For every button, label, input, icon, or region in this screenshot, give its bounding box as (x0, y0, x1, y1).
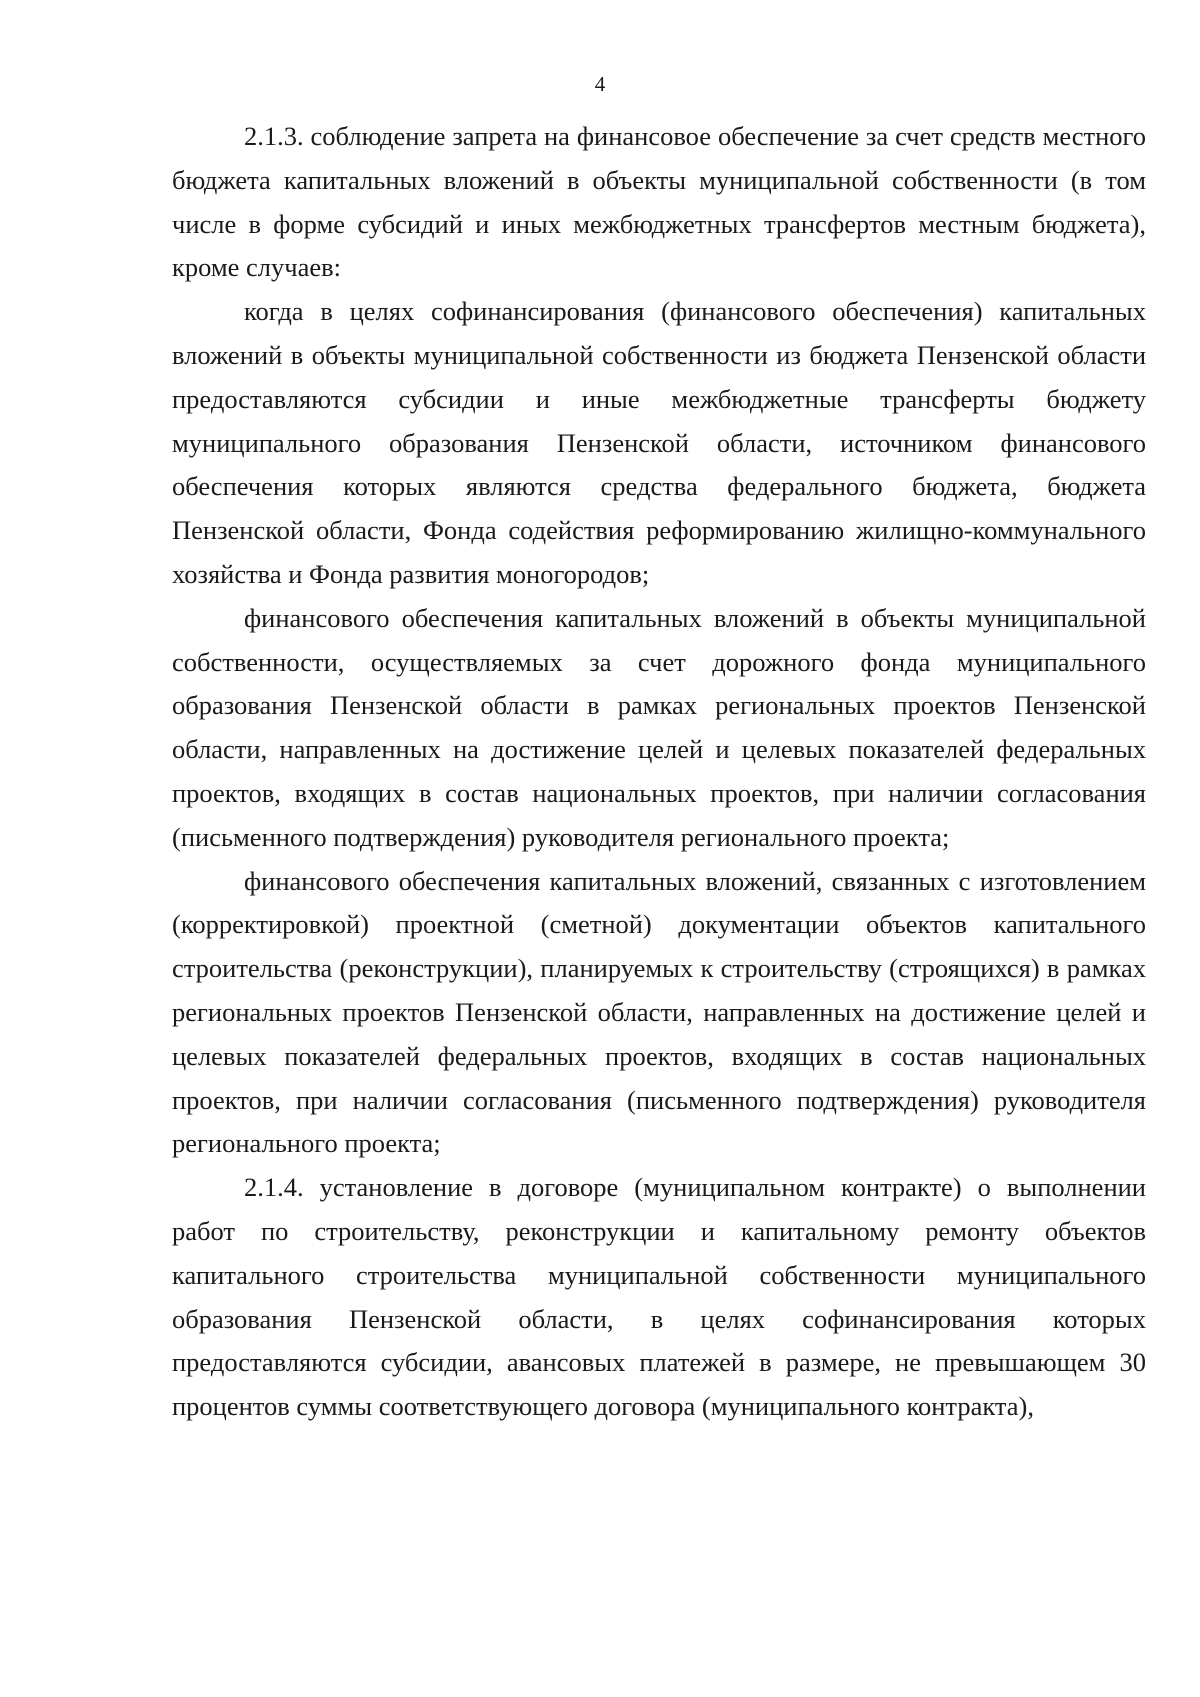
page-number: 4 (594, 72, 606, 96)
paragraph-2-1-3: 2.1.3. соблюдение запрета на финансовое обеспечение за счет средств местного бюджета капитальных вложений в объекты муниципальной собственности (в том числе в форме субсидий и иных межбюджетных трансфертов местным бюджета), кроме случаев: (172, 121, 1146, 283)
paragraph-cofinancing-case: когда в целях софинансирования (финансового обеспечения) капитальных вложений в объекты муниципальной собственности из бюджета Пензенской области предоставляются субсидии и иные межбюджетные трансферты бюджету муниципального образования Пензенской области, источником финансового обеспечения которых являются средства федерального бюджета, бюджета Пензенской области, Фонда содействия реформированию жилищно-коммунального хозяйства и Фонда развития моногородов; (172, 296, 1146, 589)
document-body (172, 115, 1146, 1429)
paragraph-design-documentation-case: финансового обеспечения капитальных вложений, связанных с изготовлением (корректировкой) проектной (сметной) документации объектов капитального строительства (реконструкции), планируемых к строительству (строящихся) в рамках региональных проектов Пензенской области, направленных на достижение целей и целевых показателей федеральных проектов, входящих в состав национальных проектов, при наличии согласования (письменного подтверждения) руководителя регионального проекта; (172, 865, 1146, 1159)
paragraph-road-fund-case: финансового обеспечения капитальных вложений в объекты муниципальной собственности, осуществляемых за счет дорожного фонда муниципального образования Пензенской области в рамках региональных проектов Пензенской области, направленных на достижение целей и целевых показателей федеральных проектов, входящих в состав национальных проектов, при наличии согласования (письменного подтверждения) руководителя регионального проекта; (172, 602, 1146, 852)
paragraph-2-1-4: 2.1.4. установление в договоре (муниципальном контракте) о выполнении работ по строительству, реконструкции и капитальному ремонту объектов капитального строительства муниципальной собственности муниципального образования Пензенской области, в целях софинансирования которых предоставляются субсидии, авансовых платежей в размере, не превышающем 30 процентов суммы соответствующего договора (муниципального контракта), (172, 1172, 1146, 1422)
